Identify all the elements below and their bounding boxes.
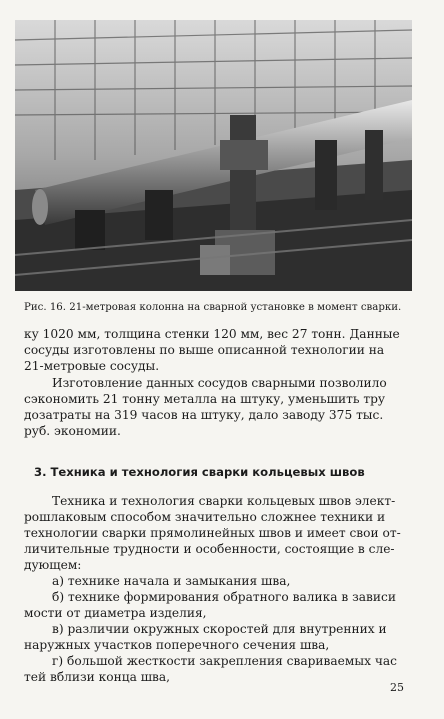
list-item: г) большой жесткости закрепления свариваемых час — [52, 654, 397, 668]
welding-column-photo — [15, 20, 412, 291]
list-item-continuation: наружных участков поперечного сечения шва, — [24, 638, 330, 652]
list-item: в) различии окружных скоростей для внутренних и — [52, 622, 387, 636]
list-item: б) технике формирования обратного валика в зависи — [52, 590, 396, 604]
section-heading: 3. Техника и технология сварки кольцевых швов — [34, 465, 365, 479]
paragraph-1 — [24, 326, 416, 374]
text-line: Изготовление данных сосудов сварными позволило — [52, 376, 387, 390]
text-line: технологии сварки прямолинейных швов и имеет свои от- — [24, 526, 401, 540]
text-line: личительные трудности и особенности, состоящие в сле- — [24, 542, 395, 556]
text-line: Техника и технология сварки кольцевых швов элект- — [52, 494, 396, 508]
text-line: 21-метровые сосуды. — [24, 359, 160, 373]
page-number: 25 — [390, 681, 404, 694]
text-line: дующем: — [24, 558, 82, 572]
text-line: ку 1020 мм, толщина стенки 120 мм, вес 27 тонн. Данные — [24, 327, 400, 341]
text-line: дозатраты на 319 часов на штуку, дало заводу 375 тыс. — [24, 408, 384, 422]
figure-caption: Рис. 16. 21-метровая колонна на сварной установке в момент сварки. — [24, 302, 402, 313]
list-item-continuation: тей вблизи конца шва, — [24, 670, 171, 684]
text-line: рошлаковым способом значительно сложнее техники и — [24, 510, 386, 524]
text-line: сосуды изготовлены по выше описанной технологии на — [24, 343, 385, 357]
list-item-continuation: мости от диаметра изделия, — [24, 606, 207, 620]
enumerated-list — [24, 573, 416, 685]
text-line: руб. экономии. — [24, 424, 121, 438]
text-line: сэкономить 21 тонну металла на штуку, уменьшить тру — [24, 392, 386, 406]
list-item: а) технике начала и замыкания шва, — [52, 574, 291, 588]
figure-photo — [15, 20, 412, 291]
paragraph-2 — [24, 375, 416, 439]
paragraph-3 — [24, 493, 416, 573]
